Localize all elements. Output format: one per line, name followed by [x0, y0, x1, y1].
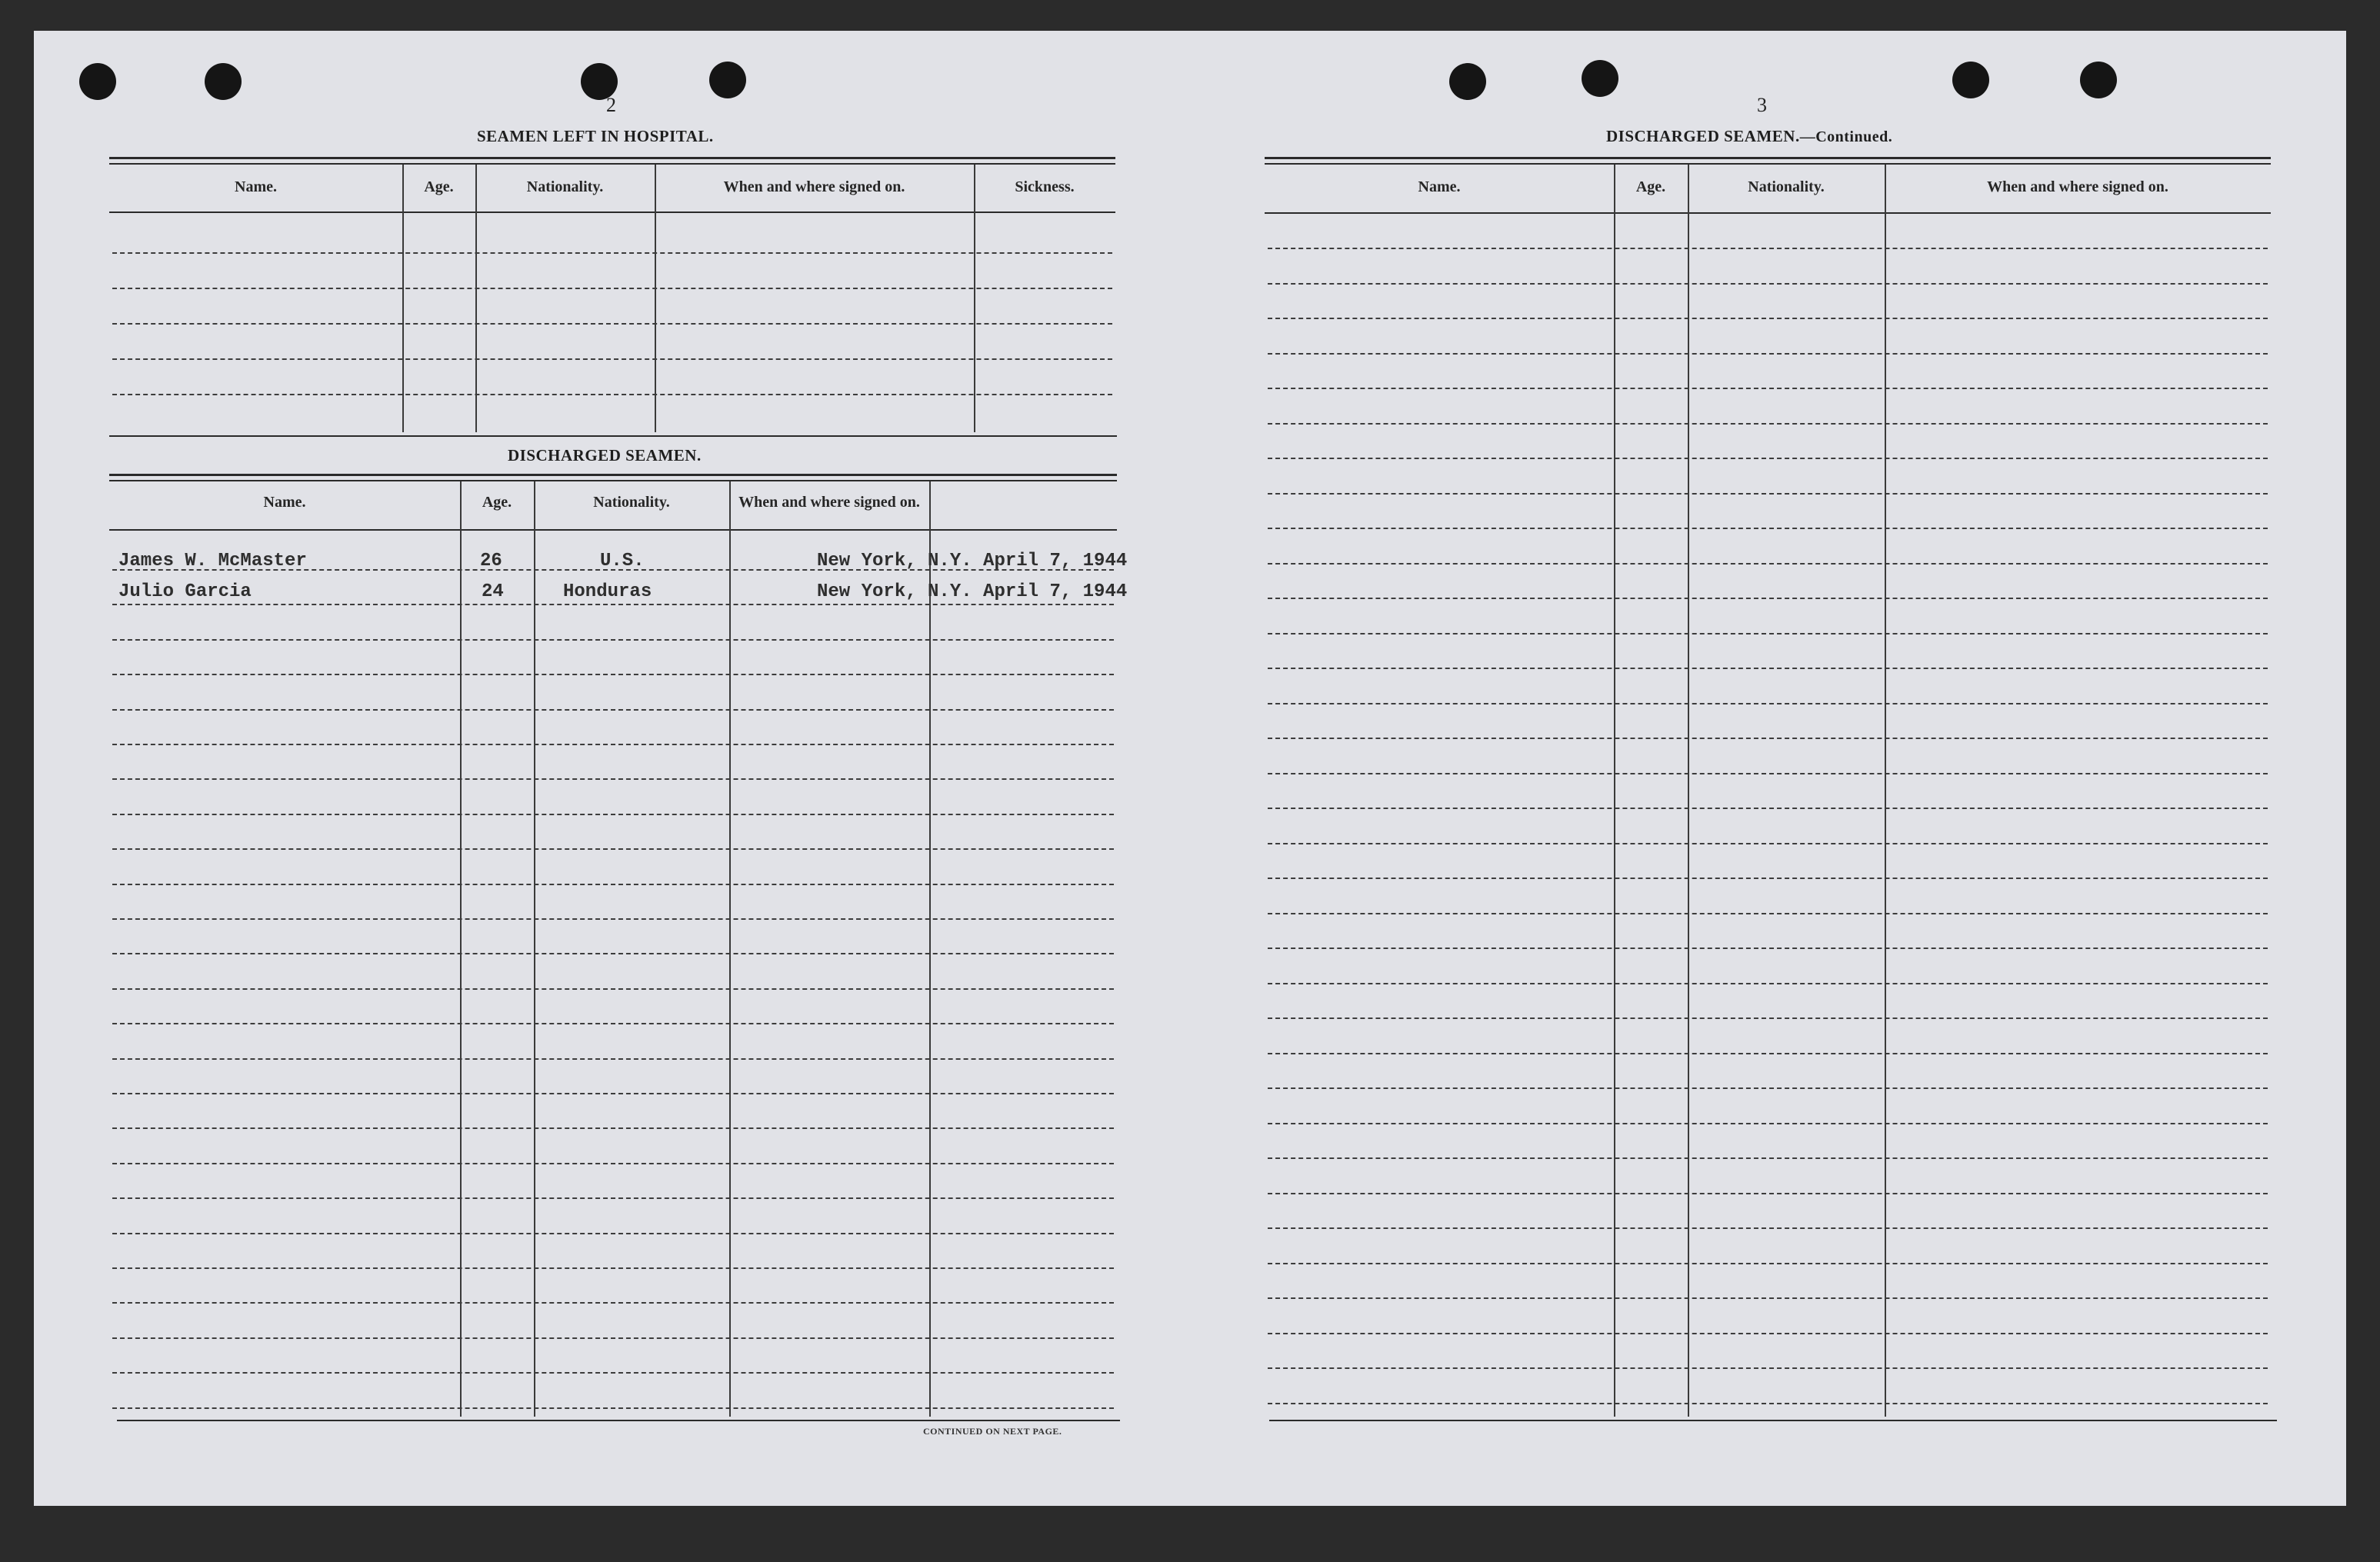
continued-title-main: DISCHARGED SEAMEN.: [1606, 127, 1800, 145]
table-row-line: [112, 814, 1114, 815]
table-row-line: [112, 744, 1114, 745]
table-row-2-nationality: Honduras: [563, 581, 652, 602]
table-row-line: [112, 1407, 1114, 1409]
continued-footer: CONTINUED ON NEXT PAGE.: [923, 1426, 1062, 1437]
table-row-line: [112, 1127, 1114, 1129]
table-row-line: [112, 288, 1112, 289]
table-row-line: [1268, 773, 2268, 774]
table-row-line: [112, 1233, 1114, 1234]
table-row-line: [1268, 878, 2268, 879]
column-divider: [534, 481, 535, 1417]
punch-hole: [79, 63, 116, 100]
table-row-2-signed-on: New York, N.Y. April 7, 1944: [817, 581, 1128, 602]
column-header: When and where signed on.: [1987, 178, 2168, 195]
table-row-line: [1268, 1017, 2268, 1019]
column-header: When and where signed on.: [738, 494, 920, 511]
column-header: Age.: [482, 494, 512, 511]
table-row-line: [112, 1267, 1114, 1269]
page-number-left: 2: [606, 94, 616, 116]
column-divider: [974, 165, 975, 432]
column-header: When and where signed on.: [723, 178, 905, 195]
punch-hole: [709, 62, 746, 98]
table-row-line: [112, 918, 1114, 920]
table-row-line: [112, 1163, 1114, 1164]
table-row-line: [112, 639, 1114, 641]
column-header: Nationality.: [593, 494, 670, 511]
table-row-line: [112, 323, 1112, 325]
table-row-line: [1268, 458, 2268, 459]
hospital-table-bottom-rule: [109, 435, 1117, 437]
table-row-2-name: Julio Garcia: [118, 581, 252, 602]
table-row-line: [112, 674, 1114, 675]
hospital-section-title: SEAMEN LEFT IN HOSPITAL.: [477, 127, 714, 145]
table-row-line: [112, 953, 1114, 954]
table-row-line: [1268, 983, 2268, 984]
discharged-table-top-rule: [109, 474, 1117, 476]
column-header: Name.: [235, 178, 277, 195]
table-row-line: [1268, 703, 2268, 704]
column-divider: [475, 165, 477, 432]
discharged-header-rule: [109, 529, 1117, 531]
column-header: Nationality.: [526, 178, 604, 195]
table-row-line: [112, 1058, 1114, 1060]
column-header: Nationality.: [1748, 178, 1825, 195]
table-row-line: [1268, 1123, 2268, 1124]
table-row-line: [1268, 1333, 2268, 1334]
table-row-line: [112, 848, 1114, 850]
hospital-table-top-rule-2: [109, 163, 1115, 165]
table-row-line: [1268, 318, 2268, 319]
table-row-line: [1268, 1193, 2268, 1194]
table-row-line: [112, 1093, 1114, 1094]
hospital-header-rule: [109, 211, 1115, 213]
table-row-line: [1268, 248, 2268, 249]
punch-hole: [2080, 62, 2117, 98]
table-row-line: [112, 778, 1114, 780]
discharged-table-top-rule-2: [109, 480, 1117, 481]
continued-section-title: [1606, 127, 1892, 146]
table-row-line: [112, 252, 1112, 254]
table-row-line: [1268, 423, 2268, 425]
column-header: Age.: [424, 178, 454, 195]
table-row-1-name: James W. McMaster: [118, 551, 307, 571]
table-row-line: [1268, 598, 2268, 599]
page-number-right: 3: [1757, 94, 1767, 116]
table-row-line: [1268, 1403, 2268, 1404]
table-row-line: [1268, 388, 2268, 389]
table-row-line: [1268, 843, 2268, 844]
table-row-line: [112, 1372, 1114, 1374]
table-row-line: [1268, 913, 2268, 914]
table-row-line: [1268, 1053, 2268, 1054]
table-row-line: [1268, 1263, 2268, 1264]
table-row-line: [1268, 668, 2268, 669]
continued-title-suffix: —Continued.: [1799, 128, 1893, 145]
table-row-line: [1268, 1157, 2268, 1159]
column-divider: [402, 165, 404, 432]
column-divider: [460, 481, 462, 1417]
column-header: Age.: [1635, 178, 1666, 195]
table-row-line: [1268, 1297, 2268, 1299]
table-row-line: [1268, 353, 2268, 355]
table-row-1-signed-on: New York, N.Y. April 7, 1944: [817, 551, 1128, 571]
column-header: Name.: [263, 494, 306, 511]
table-row-line: [112, 604, 1114, 605]
discharged-section-title: DISCHARGED SEAMEN.: [508, 446, 702, 465]
punch-hole: [1952, 62, 1989, 98]
table-row-line: [1268, 563, 2268, 565]
column-divider: [655, 165, 656, 432]
table-row-line: [112, 988, 1114, 990]
table-row-line: [112, 1337, 1114, 1339]
continued-header-rule: [1265, 212, 2271, 214]
column-header: Name.: [1418, 178, 1461, 195]
table-row-line: [1268, 528, 2268, 529]
table-row-2-age: 24: [482, 581, 504, 602]
table-row-line: [1268, 1367, 2268, 1369]
table-row-line: [1268, 283, 2268, 285]
punch-hole: [1582, 60, 1618, 97]
table-row-line: [112, 358, 1112, 360]
table-row-line: [1268, 738, 2268, 739]
punch-hole: [1449, 63, 1486, 100]
table-row-line: [1268, 1227, 2268, 1229]
column-divider: [929, 481, 931, 1417]
continued-table-top-rule: [1265, 157, 2271, 159]
table-row-line: [1268, 493, 2268, 495]
table-row-line: [1268, 633, 2268, 634]
punch-hole: [205, 63, 242, 100]
table-row-line: [112, 884, 1114, 885]
continued-table-top-rule-2: [1265, 163, 2271, 165]
column-divider: [729, 481, 731, 1417]
table-row-line: [112, 709, 1114, 711]
table-row-1-nationality: U.S.: [600, 551, 645, 571]
table-row-line: [1268, 948, 2268, 949]
table-row-line: [112, 1197, 1114, 1199]
table-row-1-age: 26: [480, 551, 502, 571]
table-row-line: [112, 394, 1112, 395]
continued-table-bottom-rule: [1269, 1420, 2277, 1421]
table-row-line: [112, 1023, 1114, 1024]
discharged-table-bottom-rule: [117, 1420, 1120, 1421]
table-row-line: [1268, 1087, 2268, 1089]
column-header: Sickness.: [1015, 178, 1075, 195]
table-row-line: [112, 1302, 1114, 1304]
hospital-table-top-rule: [109, 157, 1115, 159]
table-row-line: [1268, 808, 2268, 809]
